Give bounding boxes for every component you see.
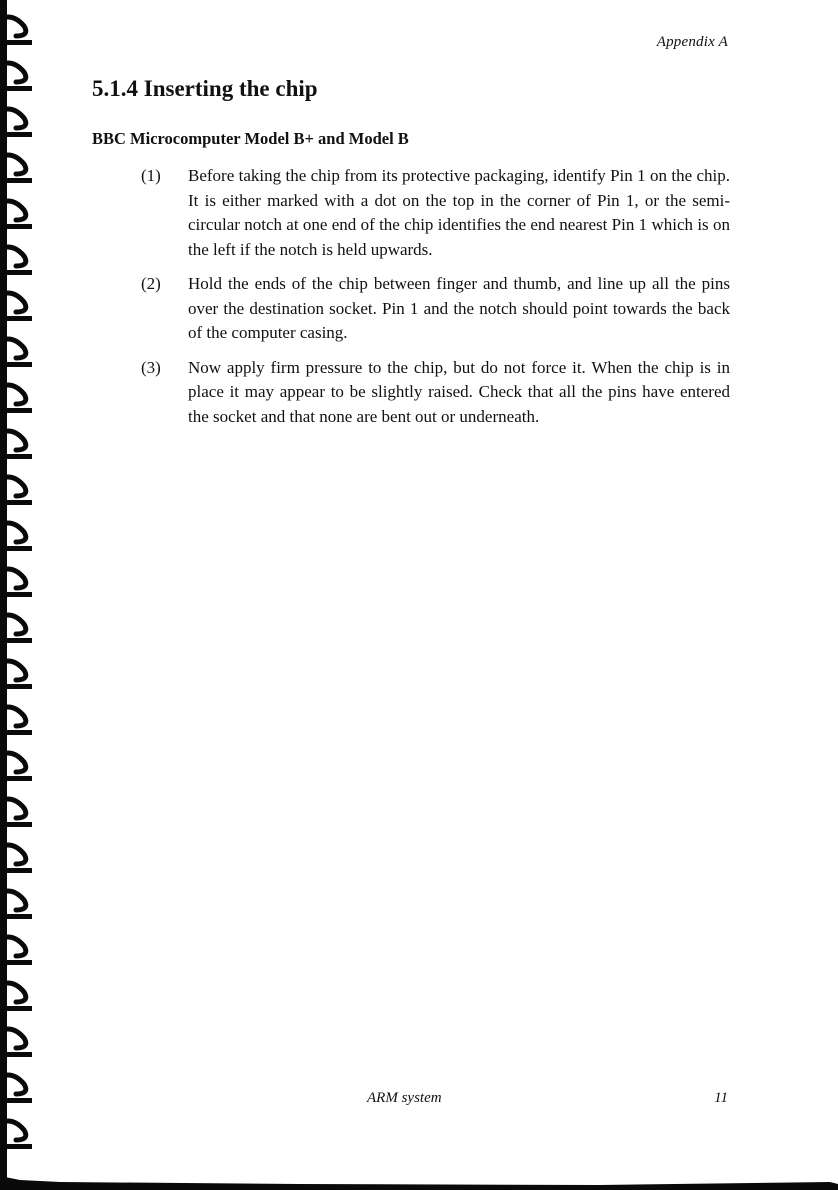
steps-list xyxy=(92,164,730,439)
section-subtitle: BBC Microcomputer Model B+ and Model B xyxy=(92,129,409,148)
step-number: (3) xyxy=(141,357,161,377)
running-head: Appendix A xyxy=(656,34,728,50)
step-number: (1) xyxy=(141,166,161,185)
section-title: 5.1.4 Inserting the chip xyxy=(92,76,318,101)
footer-title: ARM system xyxy=(367,1090,442,1106)
step-text: Now apply firm pressure to the chip, but do not force it. When the chip is in place it may appear to be slightly raised. Check that all the pins have entered the socket and that none are bent out or underneath. xyxy=(188,357,730,426)
step-number: (2) xyxy=(141,274,161,293)
step-text: Hold the ends of the chip between finger and thumb, and line up all the pins over the destination socket. Pin 1 and the notch should point towards the back of the computer casing. xyxy=(188,274,730,342)
step-item xyxy=(92,164,730,262)
step-item xyxy=(92,272,730,346)
page-number: 11 xyxy=(714,1090,728,1106)
page-bottom-edge-shadow xyxy=(0,1176,838,1190)
step-item xyxy=(92,356,730,430)
spiral-binding-graphic xyxy=(0,0,50,1190)
step-text: Before taking the chip from its protective packaging, identify Pin 1 on the chip. It is either marked with a dot on the top in the corner of Pin 1, or the semi-circular notch at one end of the chip identifies the end nearest Pin 1 which is on the left if the notch is held upwards. xyxy=(188,166,730,259)
